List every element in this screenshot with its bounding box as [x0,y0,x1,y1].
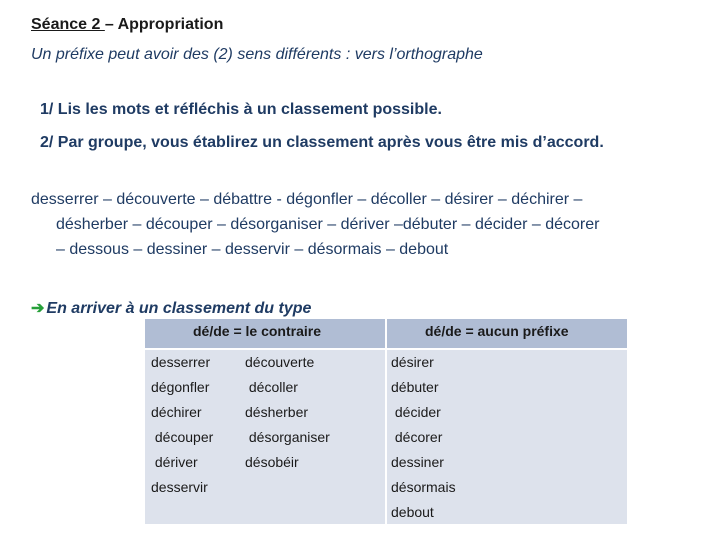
word-cell: découverte [245,354,315,370]
contraire-column-1 [151,350,213,500]
word-cell: découper [151,429,214,445]
page-title [31,16,223,34]
column-divider [385,319,387,524]
word-cell: désirer [391,354,434,370]
word-cell: debout [391,504,434,520]
word-list-line-2: désherber – découper – désorganiser – dériver –débuter – décider – décorer [56,216,600,233]
word-cell: déchirer [151,404,202,420]
title-seance: Séance 2 [31,16,105,33]
word-cell: desserrer [151,354,211,370]
classification-table [145,319,627,524]
word-cell: désormais [391,479,456,495]
arrow-right-icon: ➔ [31,300,45,317]
word-cell: décoller [245,379,298,395]
word-cell: décider [391,404,441,420]
page-subtitle: Un préfixe peut avoir des (2) sens différents : vers l’orthographe [31,46,483,63]
instruction-1: 1/ Lis les mots et réfléchis à un classement possible. [40,101,442,118]
word-cell: dériver [151,454,198,470]
title-appropriation: – Appropriation [104,16,224,33]
word-cell: désobéir [245,454,299,470]
header-contraire: dé/de = le contraire [193,323,321,339]
aucun-prefixe-column [391,350,456,525]
instruction-2: 2/ Par groupe, vous établirez un classement après vous être mis d’accord. [40,134,604,151]
word-cell: désorganiser [245,429,330,445]
word-cell: débuter [391,379,439,395]
header-aucun-prefixe: dé/de = aucun préfixe [425,323,569,339]
word-list [31,187,681,262]
word-list-line-1: desserrer – découverte – débattre - dégonfler – décoller – désirer – déchirer – [31,191,583,208]
word-cell: desservir [151,479,208,495]
word-cell: dégonfler [151,379,210,395]
word-cell: dessiner [391,454,444,470]
contraire-column-2 [245,350,330,475]
conclusion-text: En arriver à un classement du type [46,300,312,317]
conclusion-line [31,298,311,318]
word-cell: désherber [245,404,309,420]
word-list-line-3: – dessous – dessiner – desservir – désormais – debout [56,241,449,258]
word-cell: décorer [391,429,443,445]
